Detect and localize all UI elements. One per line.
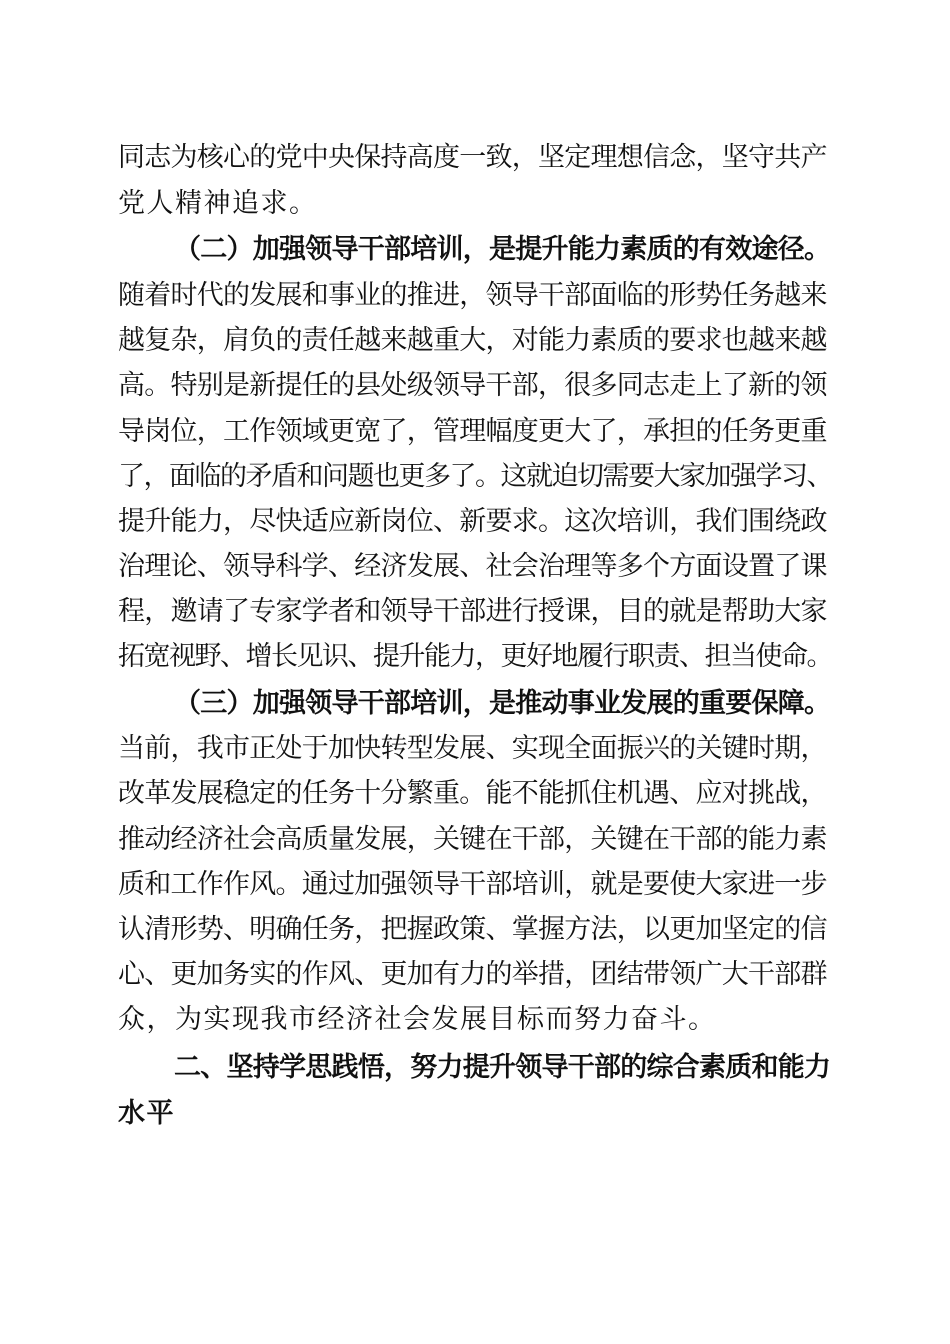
paragraph-line: 随着时代的发展和事业的推进，领导干部面临的形势任务越来 [118, 280, 827, 311]
paragraph-line: 程，邀请了专家学者和领导干部进行授课，目的就是帮助大家 [118, 596, 827, 627]
paragraph-line: 推动经济社会高质量发展，关键在干部，关键在干部的能力素 [118, 824, 827, 855]
paragraph-line: 越复杂，肩负的责任越来越重大，对能力素质的要求也越来越 [118, 325, 827, 356]
paragraph-line: 了，面临的矛盾和问题也更多了。这就迫切需要大家加强学习、 [118, 461, 832, 492]
section-heading-2: （二）加强领导干部培训，是提升能力素质的有效途径。 [174, 234, 831, 265]
paragraph-line: 心、更加务实的作风、更加有力的举措，团结带领广大干部群 [118, 959, 827, 990]
paragraph-line: 治理论、领导科学、经济发展、社会治理等多个方面设置了课 [118, 551, 827, 582]
paragraph-line: 提升能力，尽快适应新岗位、新要求。这次培训，我们围绕政 [118, 506, 827, 537]
paragraph-line: 同志为核心的党中央保持高度一致，坚定理想信念，坚守共产 [118, 142, 827, 173]
paragraph-line: 党人精神追求。 [118, 188, 318, 219]
paragraph-line: 当前，我市正处于加快转型发展、实现全面振兴的关键时期， [118, 733, 827, 764]
paragraph-line: 质和工作作风。通过加强领导干部培训，就是要使大家进一步 [118, 869, 827, 900]
paragraph-line: 认清形势、明确任务，把握政策、掌握方法，以更加坚定的信 [118, 914, 827, 945]
paragraph-line: 众，为实现我市经济社会发展目标而努力奋斗。 [118, 1004, 717, 1035]
paragraph-line: 导岗位，工作领域更宽了，管理幅度更大了，承担的任务更重 [118, 416, 827, 447]
paragraph-line: 高。特别是新提任的县处级领导干部，很多同志走上了新的领 [118, 370, 827, 401]
part-heading-continued: 水平 [118, 1098, 175, 1129]
section-heading-3: （三）加强领导干部培训，是推动事业发展的重要保障。 [174, 688, 831, 719]
paragraph-line: 拓宽视野、增长见识、提升能力，更好地履行职责、担当使命。 [118, 641, 832, 672]
paragraph-line: 改革发展稳定的任务十分繁重。能不能抓住机遇、应对挑战， [118, 778, 827, 809]
part-heading: 二、坚持学思践悟，努力提升领导干部的综合素质和能力 [174, 1052, 831, 1083]
